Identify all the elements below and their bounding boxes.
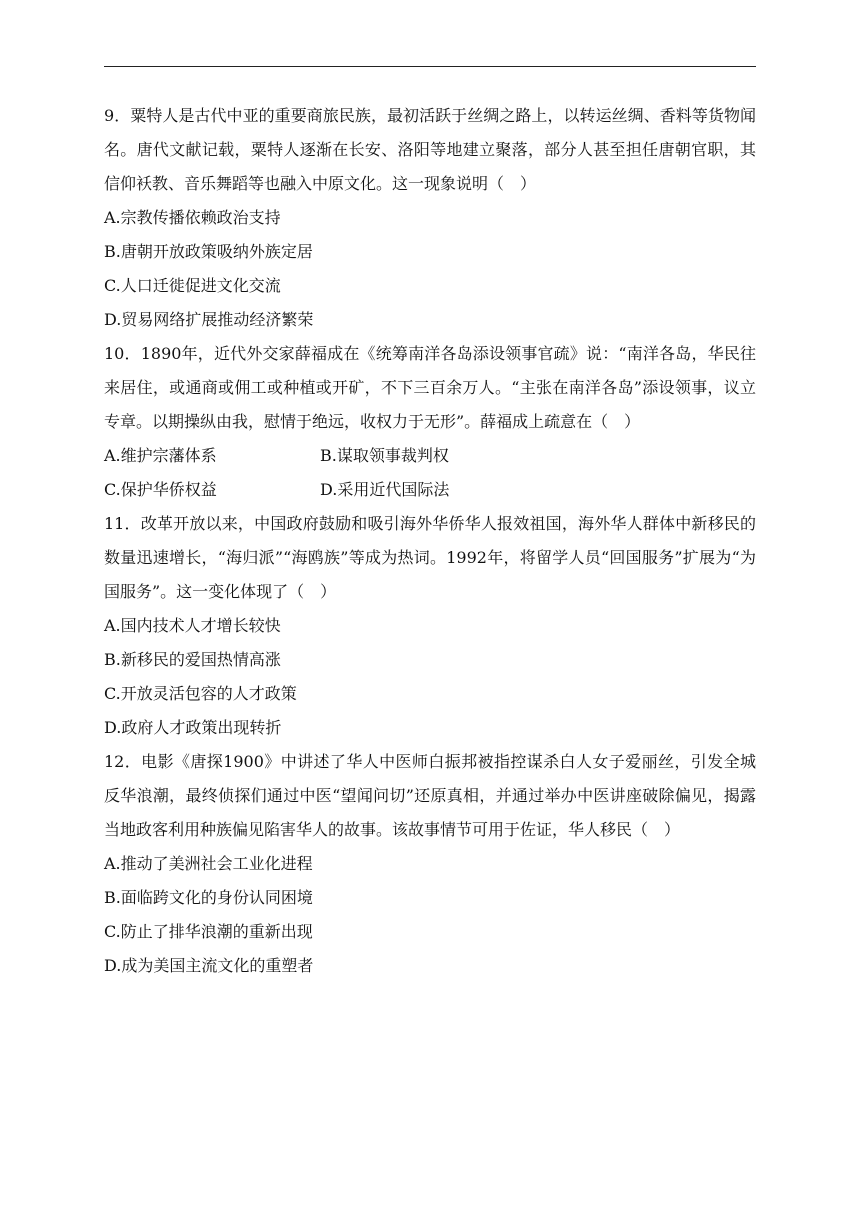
option-a: A.推动了美洲社会工业化进程 [104, 854, 313, 873]
option-d: D.成为美国主流文化的重塑者 [104, 956, 314, 975]
option-d: D.采用近代国际法 [320, 480, 450, 499]
option-a: A.维护宗藩体系 [104, 446, 217, 465]
question-stem: 9．粟特人是古代中亚的重要商旅民族，最初活跃于丝绸之路上，以转运丝绸、香料等货物闻名。唐代文献记载，粟特人逐渐在长安、洛阳等地建立聚落，部分人甚至担任唐朝官职，其信仰袄教、音乐舞蹈等也融入中原文化。这一现象说明（ ） [104, 106, 756, 193]
question-9 [104, 99, 756, 337]
option-b: B.谋取领事裁判权 [320, 446, 449, 465]
option-a: A.宗教传播依赖政治支持 [104, 208, 281, 227]
option-b: B.唐朝开放政策吸纳外族定居 [104, 242, 313, 261]
option-b: B.新移民的爱国热情高涨 [104, 650, 281, 669]
question-list [104, 99, 756, 983]
question-stem: 10．1890年，近代外交家薛福成在《统筹南洋各岛添设领事官疏》说：“南洋各岛，华民往来居住，或通商或佣工或种植或开矿，不下三百余万人。“主张在南洋各岛”添设领事，议立专章。以期操纵由我，慰情于绝远，收权力于无形”。薛福成上疏意在（ ） [104, 344, 756, 431]
question-12 [104, 745, 756, 983]
option-c: C.人口迁徙促进文化交流 [104, 276, 281, 295]
option-row [104, 473, 756, 507]
option-d: D.政府人才政策出现转折 [104, 718, 282, 737]
question-stem: 12．电影《唐探1900》中讲述了华人中医师白振邦被指控谋杀白人女子爱丽丝，引发全城反华浪潮，最终侦探们通过中医“望闻问切”还原真相，并通过举办中医讲座破除偏见，揭露当地政客利用种族偏见陷害华人的故事。该故事情节可用于佐证，华人移民（ ） [104, 752, 756, 839]
option-c: C.保护华侨权益 [104, 480, 217, 499]
option-d: D.贸易网络扩展推动经济繁荣 [104, 310, 314, 329]
question-11 [104, 507, 756, 745]
option-c: C.防止了排华浪潮的重新出现 [104, 922, 313, 941]
option-a: A.国内技术人才增长较快 [104, 616, 281, 635]
question-stem: 11．改革开放以来，中国政府鼓励和吸引海外华侨华人报效祖国，海外华人群体中新移民的数量迅速增长，“海归派”“海鸥族”等成为热词。1992年，将留学人员“回国服务”扩展为“为国服务”。这一变化体现了（ ） [104, 514, 756, 601]
question-10 [104, 337, 756, 507]
option-b: B.面临跨文化的身份认同困境 [104, 888, 313, 907]
option-c: C.开放灵活包容的人才政策 [104, 684, 297, 703]
option-row [104, 439, 756, 473]
header-rule [104, 66, 756, 67]
